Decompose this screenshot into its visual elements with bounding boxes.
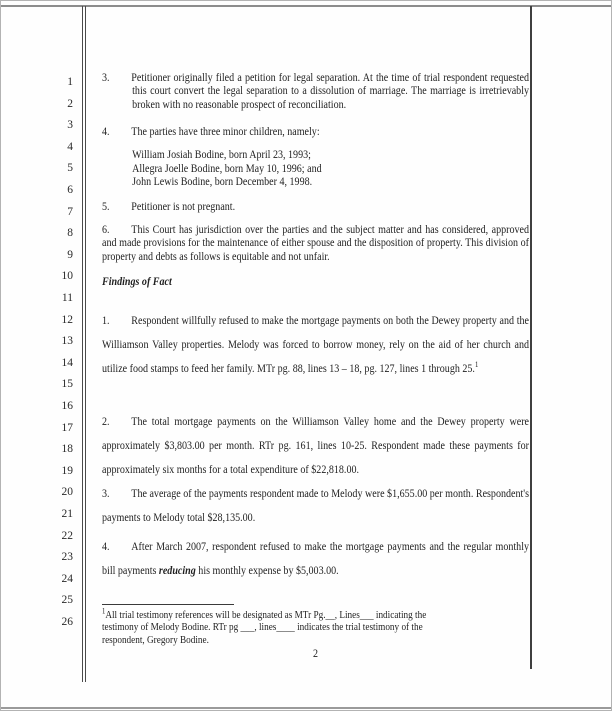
line-number: 9 bbox=[67, 248, 73, 261]
line-number: 4 bbox=[67, 140, 73, 153]
paragraph-text: The parties have three minor children, namely: bbox=[131, 124, 320, 138]
left-margin-double-line bbox=[82, 6, 86, 682]
footnote-text: All trial testimony references will be designated as MTr Pg.__, Lines___ indicating the bbox=[105, 609, 427, 621]
finding-4 bbox=[102, 534, 529, 582]
paragraph-text: After March 2007, respondent refused to make the mortgage payments and the regular monthly bill payments bbox=[102, 539, 530, 577]
line-number: 5 bbox=[67, 162, 73, 175]
child-line: John Lewis Bodine, born December 4, 1998. bbox=[132, 174, 313, 188]
footnote-line bbox=[102, 606, 529, 621]
child-line: Allegra Joelle Bodine, born May 10, 1996; and bbox=[132, 160, 322, 175]
children-list bbox=[102, 148, 529, 189]
paragraph-number: 3. bbox=[102, 70, 110, 84]
line-number: 21 bbox=[61, 508, 73, 520]
line-number: 24 bbox=[61, 572, 73, 585]
line-number: 25 bbox=[61, 594, 73, 607]
line-number: 7 bbox=[67, 205, 73, 218]
line-number: 20 bbox=[61, 486, 73, 499]
footnote-marker: 1 bbox=[102, 606, 106, 616]
line-number: 12 bbox=[61, 313, 73, 326]
line-number: 26 bbox=[61, 616, 73, 628]
line-number: 2 bbox=[67, 97, 73, 110]
findings-of-fact-heading: Findings of Fact bbox=[102, 274, 172, 288]
paragraph-text: The total mortgage payments on the Williamson Valley home and the Dewey property were approximately $3,803.00 per month. RTr pg. 161, lines 10-25. Respondent made these payments for approximately six months for a total expenditure of $22,818.00. bbox=[102, 414, 530, 476]
line-number: 10 bbox=[61, 270, 73, 283]
paragraph-number: 4. bbox=[102, 124, 110, 138]
paragraph-4 bbox=[102, 125, 529, 138]
footnote-reference: 1 bbox=[474, 360, 479, 369]
line-number-column bbox=[39, 1, 73, 711]
line-number: 15 bbox=[61, 378, 73, 391]
line-number: 19 bbox=[61, 464, 73, 477]
line-number: 16 bbox=[61, 400, 73, 412]
right-margin-line bbox=[530, 6, 532, 669]
paragraph-text: This Court has jurisdiction over the parties and the subject matter and has considered, approved and made provisions for the maintenance of either spouse and the disposition of property. This division of property and debts as follows is equitable and not unfair. bbox=[102, 222, 530, 263]
child-line: William Josiah Bodine, born April 23, 1993; bbox=[132, 147, 311, 161]
line-number: 13 bbox=[61, 335, 73, 348]
line-number: 18 bbox=[61, 443, 73, 456]
line-number: 22 bbox=[61, 529, 73, 542]
footnote-line: respondent, Gregory Bodine. bbox=[102, 633, 209, 646]
line-number: 17 bbox=[61, 421, 73, 434]
finding-2 bbox=[102, 409, 529, 481]
line-number: 8 bbox=[67, 227, 73, 240]
line-number: 14 bbox=[61, 356, 73, 369]
paragraph-number: 1. bbox=[102, 313, 110, 327]
paragraph-3 bbox=[102, 71, 529, 111]
paragraph-6 bbox=[102, 223, 529, 263]
paragraph-text: Respondent willfully refused to make the mortgage payments on both the Dewey property and the Williamson Valley properties. Melody was forced to borrow money, rely on the aid of her church and utilize food stamps to feed her family. MTr pg. 88, lines 13 – 18, pg. 127, lines 1 through 25. bbox=[102, 313, 530, 375]
line-number: 23 bbox=[61, 551, 73, 564]
paragraph-text: Petitioner is not pregnant. bbox=[131, 199, 236, 213]
paragraph-number: 3. bbox=[102, 486, 110, 500]
paragraph-number: 4. bbox=[102, 539, 110, 553]
line-number: 1 bbox=[67, 76, 73, 88]
footnote bbox=[102, 606, 529, 646]
paragraph-text: The average of the payments respondent made to Melody were $1,655.00 per month. Respondent's payments to Melody total $28,135.00. bbox=[102, 486, 530, 524]
footnote-separator-rule bbox=[102, 604, 234, 605]
page-number: 2 bbox=[312, 646, 319, 660]
footnote-line: testimony of Melody Bodine. RTr pg ___, lines____ indicates the trial testimony of the bbox=[102, 621, 423, 634]
line-number: 6 bbox=[67, 184, 73, 196]
paragraph-5 bbox=[102, 200, 529, 213]
line-number: 11 bbox=[61, 292, 73, 304]
emphasized-word: reducing bbox=[158, 563, 196, 577]
line-number: 3 bbox=[67, 119, 73, 132]
paragraph-number: 6. bbox=[102, 222, 110, 236]
finding-1 bbox=[102, 308, 529, 380]
paragraph-number: 5. bbox=[102, 199, 110, 213]
document-body bbox=[102, 1, 529, 711]
paragraph-text: his monthly expense by $5,003.00. bbox=[195, 563, 339, 577]
paragraph-text: Petitioner originally filed a petition for legal separation. At the time of trial respondent requested this court convert the legal separation to a dissolution of marriage. The marriage is irretrievably broken with no reasonable prospect of reconciliation. bbox=[131, 70, 530, 111]
finding-3 bbox=[102, 481, 529, 529]
paragraph-number: 2. bbox=[102, 414, 110, 428]
